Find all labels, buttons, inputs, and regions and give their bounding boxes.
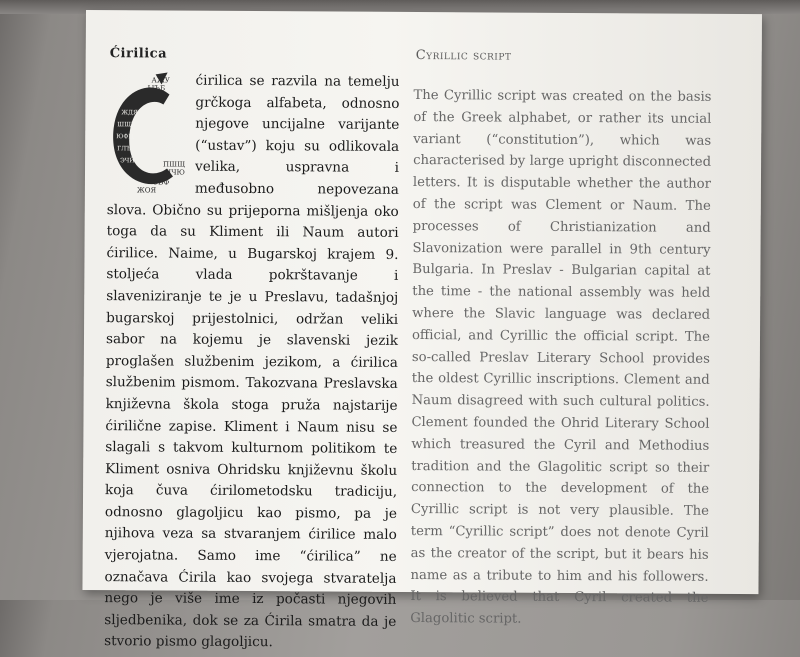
croatian-text-block [104, 70, 400, 651]
english-text-block [410, 85, 712, 627]
svg-text:ЖДЯ: ЖДЯ [121, 109, 138, 117]
croatian-heading: Ćirilica [109, 46, 168, 62]
svg-text:ЫЪБ: ЫЪБ [147, 84, 166, 93]
calligram-c-icon [107, 72, 190, 198]
exhibition-panel [82, 10, 762, 651]
english-body: The Cyrillic script was created on the basis of the Greek alphabet, or rather its uncial variant (“constitution”), which was characterised by large upright disconnected letters. It is disputable whether the author of the script was Clement or Naum. The processes of Christianization and Slavonization were parallel in 9th century Bulgaria. In Preslav - Bulgarian capital at the time - the national assembly was held where the Slavic language was declared official, and Cyrillic the official script. The so-called Preslav Literary School provides the oldest Cyrillic inscriptions. Clement and Naum disagreed with such cultural politics. Clement founded the Ohrid Literary School which treasured the Cyril and Methodius tradition and the Glagolitic script so their connection to the development of the Cyrillic script is not very plausible. The term “Cyrillic script” does not denote Cyril as the creator of the script, but it bears his name as a tribute to him and his followers. It is believed that Cyril created the Glagolitic script. [410, 88, 712, 627]
svg-text:ШЩБ: ШЩБ [117, 121, 136, 129]
svg-text:ЮФЦ: ЮФЦ [116, 133, 134, 141]
croatian-body: ćirilica se razvila na temelju grčkoga alfabeta, odnosno njegove uncijalne varijante (“ustav”) koju su odlikovala velika, uspravna i međusobno nepovezana slova. Obično su prijeporna mišljenja oko toga da su Kliment ili Naum autori ćirilice. Naime, u Bugarskoj krajem 9. stoljeća vlada pokrštavanje i slaveniziranje te je u Preslavu, tadašnjoj bugarskoj prijestolnici, održan veliki sabor na kojemu je slavenski jezik proglašen službenim jezikom, a ćirilica službenim pismom. Takozvana Preslavska književna škola stoga pruža najstarije ćirilične zapise. Kliment i Naum nisu se slagali s takvom kulturnom politikom te Kliment osniva Ohridsku književnu školu koja čuva ćirilometodsku tradiciju, odnosno glagoljicu kao pismo, pa je njihova veza sa stvaranjem ćirilice malo vjerojatna. Samo ime “ćirilica” ne označava Ćirila kao svojega stvaratelja nego je više ime iz počasti njegovih sljedbenika, dok se za Ćirila smatra da je stvorio pismo glagoljicu. [104, 72, 400, 651]
svg-text:АЖУ: АЖУ [151, 76, 170, 85]
svg-text:ПШЩ: ПШЩ [163, 160, 186, 169]
decorative-initial-letter-c [107, 72, 190, 198]
svg-text:ЖОЯ: ЖОЯ [136, 186, 157, 195]
svg-text:ЭБФ: ЭБФ [152, 178, 170, 187]
svg-text:ГЛЪ: ГЛЪ [117, 145, 131, 153]
english-heading: Cyrillic script [415, 48, 512, 64]
svg-text:ЦЧЮ: ЦЧЮ [164, 168, 185, 177]
svg-text:ЭЧЙ: ЭЧЙ [120, 157, 135, 165]
